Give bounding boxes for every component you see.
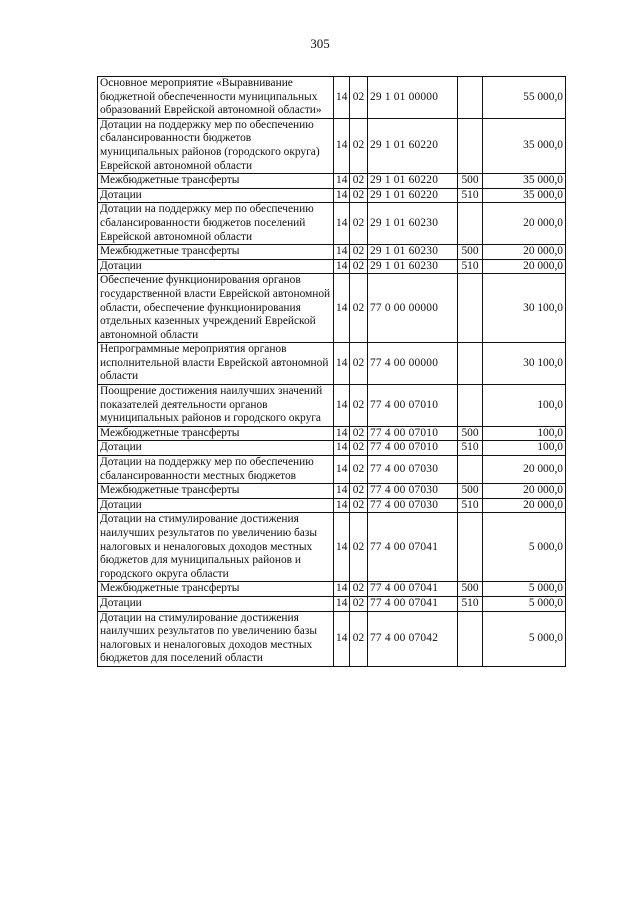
table-row xyxy=(98,274,566,343)
expense-type-code-cell xyxy=(458,385,483,427)
section-code-cell: 14 xyxy=(334,188,350,203)
expense-type-code-cell: 500 xyxy=(458,582,483,597)
expense-type-code-cell: 500 xyxy=(458,174,483,189)
section-code-cell: 14 xyxy=(334,484,350,499)
section-code-cell: 14 xyxy=(334,77,350,119)
subsection-code-cell: 02 xyxy=(350,426,368,441)
subsection-code-cell: 02 xyxy=(350,513,368,582)
section-code-cell: 14 xyxy=(334,441,350,456)
page-number: 305 xyxy=(310,36,330,51)
subsection-code-cell: 02 xyxy=(350,174,368,189)
table-row xyxy=(98,245,566,260)
expense-type-code-cell: 510 xyxy=(458,188,483,203)
amount-cell: 35 000,0 xyxy=(483,174,566,189)
section-code-cell: 14 xyxy=(334,582,350,597)
subsection-code-cell: 02 xyxy=(350,611,368,666)
item-name-cell: Межбюджетные трансферты xyxy=(98,582,334,597)
subsection-code-cell: 02 xyxy=(350,498,368,513)
amount-cell: 20 000,0 xyxy=(483,456,566,484)
subsection-code-cell: 02 xyxy=(350,484,368,499)
item-name-cell: Непрограммные мероприятия органов исполнительной власти Еврейской автономной области xyxy=(98,343,334,385)
amount-cell: 5 000,0 xyxy=(483,513,566,582)
expense-type-code-cell xyxy=(458,118,483,173)
subsection-code-cell: 02 xyxy=(350,118,368,173)
amount-cell: 20 000,0 xyxy=(483,203,566,245)
table-row xyxy=(98,203,566,245)
item-name-cell: Основное мероприятие «Выравнивание бюджетной обеспеченности муниципальных образований Еврейской автономной области» xyxy=(98,77,334,119)
program-code-cell: 29 1 01 60220 xyxy=(368,188,458,203)
expense-type-code-cell: 500 xyxy=(458,426,483,441)
item-name-cell: Дотации xyxy=(98,498,334,513)
amount-cell: 20 000,0 xyxy=(483,245,566,260)
program-code-cell: 77 4 00 07041 xyxy=(368,513,458,582)
program-code-cell: 77 0 00 00000 xyxy=(368,274,458,343)
program-code-cell: 77 4 00 00000 xyxy=(368,343,458,385)
amount-cell: 100,0 xyxy=(483,426,566,441)
amount-cell: 30 100,0 xyxy=(483,343,566,385)
amount-cell: 100,0 xyxy=(483,441,566,456)
expense-type-code-cell xyxy=(458,274,483,343)
section-code-cell: 14 xyxy=(334,245,350,260)
section-code-cell: 14 xyxy=(334,259,350,274)
program-code-cell: 29 1 01 60220 xyxy=(368,174,458,189)
table-row xyxy=(98,441,566,456)
program-code-cell: 77 4 00 07010 xyxy=(368,385,458,427)
program-code-cell: 77 4 00 07030 xyxy=(368,484,458,499)
item-name-cell: Дотации на стимулирование достижения наилучших результатов по увеличению базы налоговых и неналоговых доходов местных бюджетов для муниципальных районов и городского округа области xyxy=(98,513,334,582)
subsection-code-cell: 02 xyxy=(350,203,368,245)
amount-cell: 5 000,0 xyxy=(483,596,566,611)
section-code-cell: 14 xyxy=(334,118,350,173)
table-row xyxy=(98,385,566,427)
subsection-code-cell: 02 xyxy=(350,245,368,260)
section-code-cell: 14 xyxy=(334,456,350,484)
subsection-code-cell: 02 xyxy=(350,385,368,427)
subsection-code-cell: 02 xyxy=(350,596,368,611)
section-code-cell: 14 xyxy=(334,596,350,611)
subsection-code-cell: 02 xyxy=(350,188,368,203)
program-code-cell: 77 4 00 07041 xyxy=(368,582,458,597)
expense-type-code-cell: 500 xyxy=(458,484,483,499)
table-row xyxy=(98,582,566,597)
item-name-cell: Межбюджетные трансферты xyxy=(98,174,334,189)
table-row xyxy=(98,118,566,173)
item-name-cell: Дотации xyxy=(98,188,334,203)
item-name-cell: Дотации на поддержку мер по обеспечению сбалансированности бюджетов поселений Еврейской автономной области xyxy=(98,203,334,245)
item-name-cell: Дотации xyxy=(98,259,334,274)
expense-type-code-cell: 510 xyxy=(458,259,483,274)
amount-cell: 20 000,0 xyxy=(483,484,566,499)
subsection-code-cell: 02 xyxy=(350,343,368,385)
amount-cell: 35 000,0 xyxy=(483,118,566,173)
expense-type-code-cell xyxy=(458,343,483,385)
program-code-cell: 77 4 00 07010 xyxy=(368,426,458,441)
section-code-cell: 14 xyxy=(334,174,350,189)
budget-table-body xyxy=(98,77,566,667)
amount-cell: 30 100,0 xyxy=(483,274,566,343)
item-name-cell: Дотации на стимулирование достижения наилучших результатов по увеличению базы налоговых и неналоговых доходов местных бюджетов для поселений области xyxy=(98,611,334,666)
table-row xyxy=(98,498,566,513)
subsection-code-cell: 02 xyxy=(350,456,368,484)
program-code-cell: 29 1 01 60230 xyxy=(368,203,458,245)
item-name-cell: Поощрение достижения наилучших значений показателей деятельности органов муниципальных районов и городского округа xyxy=(98,385,334,427)
section-code-cell: 14 xyxy=(334,343,350,385)
program-code-cell: 29 1 01 60230 xyxy=(368,245,458,260)
amount-cell: 5 000,0 xyxy=(483,582,566,597)
expense-type-code-cell: 510 xyxy=(458,441,483,456)
subsection-code-cell: 02 xyxy=(350,77,368,119)
item-name-cell: Обеспечение функционирования органов государственной власти Еврейской автономной области, обеспечение функционирования отдельных казенных учреждений Еврейской автономной области xyxy=(98,274,334,343)
subsection-code-cell: 02 xyxy=(350,441,368,456)
program-code-cell: 29 1 01 60220 xyxy=(368,118,458,173)
table-row xyxy=(98,259,566,274)
program-code-cell: 29 1 01 00000 xyxy=(368,77,458,119)
expense-type-code-cell xyxy=(458,513,483,582)
item-name-cell: Межбюджетные трансферты xyxy=(98,484,334,499)
amount-cell: 20 000,0 xyxy=(483,259,566,274)
table-row xyxy=(98,343,566,385)
amount-cell: 35 000,0 xyxy=(483,188,566,203)
program-code-cell: 29 1 01 60230 xyxy=(368,259,458,274)
section-code-cell: 14 xyxy=(334,385,350,427)
item-name-cell: Межбюджетные трансферты xyxy=(98,245,334,260)
table-row xyxy=(98,513,566,582)
table-row xyxy=(98,174,566,189)
section-code-cell: 14 xyxy=(334,611,350,666)
table-row xyxy=(98,456,566,484)
program-code-cell: 77 4 00 07042 xyxy=(368,611,458,666)
table-row xyxy=(98,596,566,611)
budget-table xyxy=(97,76,566,667)
expense-type-code-cell: 510 xyxy=(458,596,483,611)
program-code-cell: 77 4 00 07041 xyxy=(368,596,458,611)
section-code-cell: 14 xyxy=(334,203,350,245)
program-code-cell: 77 4 00 07010 xyxy=(368,441,458,456)
subsection-code-cell: 02 xyxy=(350,582,368,597)
section-code-cell: 14 xyxy=(334,426,350,441)
expense-type-code-cell xyxy=(458,456,483,484)
amount-cell: 55 000,0 xyxy=(483,77,566,119)
expense-type-code-cell xyxy=(458,203,483,245)
expense-type-code-cell: 500 xyxy=(458,245,483,260)
program-code-cell: 77 4 00 07030 xyxy=(368,498,458,513)
table-row xyxy=(98,77,566,119)
expense-type-code-cell xyxy=(458,77,483,119)
table-row xyxy=(98,611,566,666)
program-code-cell: 77 4 00 07030 xyxy=(368,456,458,484)
amount-cell: 100,0 xyxy=(483,385,566,427)
subsection-code-cell: 02 xyxy=(350,274,368,343)
amount-cell: 20 000,0 xyxy=(483,498,566,513)
amount-cell: 5 000,0 xyxy=(483,611,566,666)
section-code-cell: 14 xyxy=(334,274,350,343)
table-row xyxy=(98,484,566,499)
expense-type-code-cell xyxy=(458,611,483,666)
item-name-cell: Межбюджетные трансферты xyxy=(98,426,334,441)
table-row xyxy=(98,426,566,441)
subsection-code-cell: 02 xyxy=(350,259,368,274)
item-name-cell: Дотации xyxy=(98,596,334,611)
item-name-cell: Дотации на поддержку мер по обеспечению сбалансированности местных бюджетов xyxy=(98,456,334,484)
item-name-cell: Дотации на поддержку мер по обеспечению сбалансированности бюджетов муниципальных районов (городского округа) Еврейской автономной области xyxy=(98,118,334,173)
section-code-cell: 14 xyxy=(334,498,350,513)
item-name-cell: Дотации xyxy=(98,441,334,456)
section-code-cell: 14 xyxy=(334,513,350,582)
table-row xyxy=(98,188,566,203)
expense-type-code-cell: 510 xyxy=(458,498,483,513)
